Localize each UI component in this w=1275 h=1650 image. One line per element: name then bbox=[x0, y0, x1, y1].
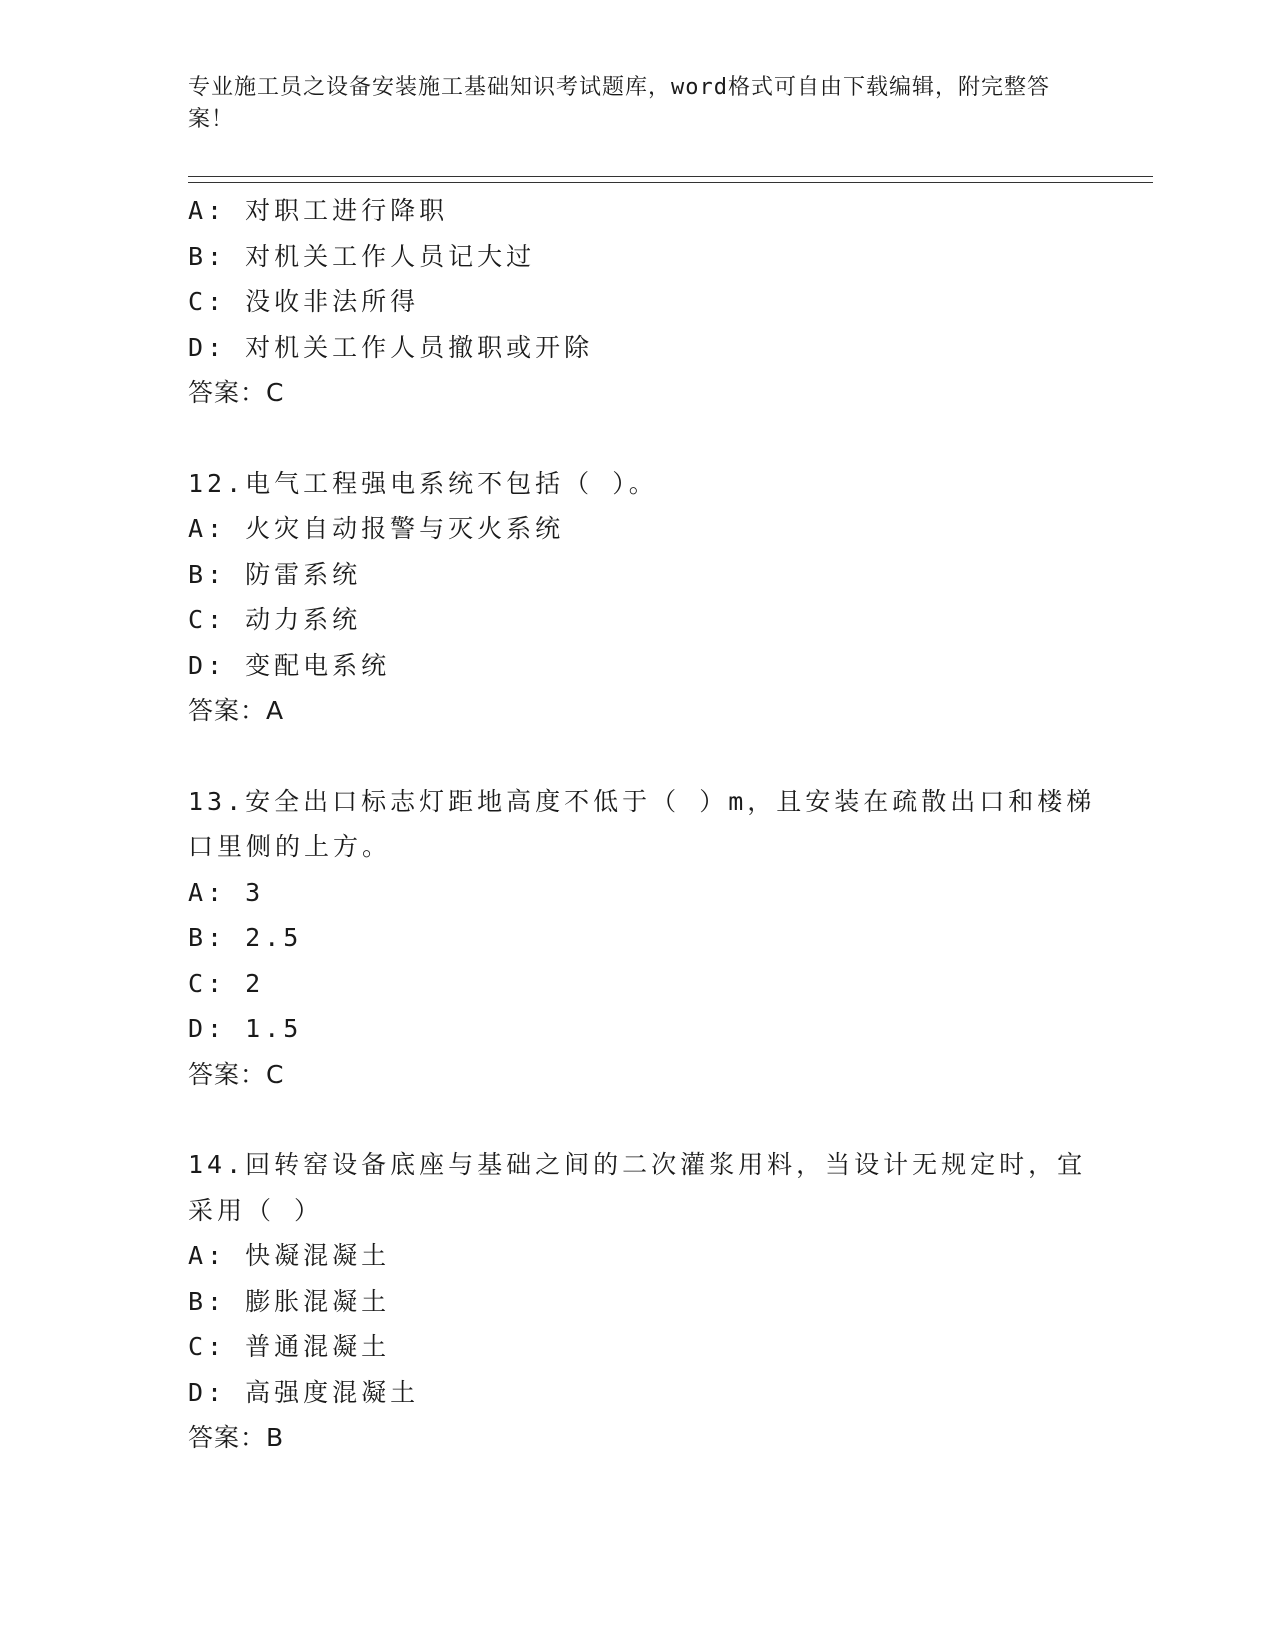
option-label: A: bbox=[188, 877, 227, 907]
option-label: A: bbox=[188, 1241, 227, 1270]
question-14 bbox=[188, 1142, 1088, 1461]
document-title: 专业施工员之设备安装施工基础知识考试题库，word格式可自由下载编辑，附完整答案！ bbox=[188, 75, 1050, 132]
option-text: 变配电系统 bbox=[245, 650, 391, 680]
question-stem: 12.电气工程强电系统不包括（ ）。 bbox=[188, 468, 658, 498]
option-label: A: bbox=[188, 196, 227, 225]
option-label: C: bbox=[188, 287, 227, 316]
option-text: 高强度混凝土 bbox=[245, 1377, 420, 1407]
option-text: 普通混凝土 bbox=[245, 1332, 391, 1361]
option-a bbox=[188, 506, 1088, 552]
question-list bbox=[188, 188, 1096, 1461]
option-d bbox=[188, 1370, 1088, 1416]
document-header bbox=[188, 72, 1068, 136]
question-12 bbox=[188, 461, 1088, 734]
answer-line: 答案：A bbox=[188, 696, 285, 725]
option-d bbox=[188, 1006, 1088, 1052]
option-label: C: bbox=[188, 968, 227, 998]
option-label: B: bbox=[188, 241, 227, 271]
option-a bbox=[188, 1233, 1088, 1279]
header-divider-bottom bbox=[188, 182, 1153, 183]
option-label: D: bbox=[188, 650, 227, 680]
question-11-continued bbox=[188, 188, 1088, 416]
option-text: 防雷系统 bbox=[245, 559, 362, 589]
option-d bbox=[188, 643, 1088, 689]
option-text: 没收非法所得 bbox=[245, 287, 420, 316]
option-label: B: bbox=[188, 923, 227, 952]
option-text: 1.5 bbox=[245, 1014, 303, 1043]
option-c bbox=[188, 279, 1088, 325]
answer-line: 答案：C bbox=[188, 378, 285, 407]
option-label: B: bbox=[188, 1286, 227, 1316]
option-text: 2 bbox=[245, 968, 265, 998]
option-a bbox=[188, 188, 1088, 234]
option-c bbox=[188, 961, 1088, 1007]
option-text: 火灾自动报警与灭火系统 bbox=[245, 514, 565, 543]
answer-line: 答案：B bbox=[188, 1423, 285, 1452]
option-label: A: bbox=[188, 514, 227, 543]
answer-line: 答案：C bbox=[188, 1059, 285, 1089]
option-b bbox=[188, 234, 1088, 280]
option-text: 对机关工作人员撤职或开除 bbox=[245, 332, 594, 362]
option-text: 3 bbox=[245, 877, 265, 907]
option-text: 对职工进行降职 bbox=[245, 196, 449, 225]
option-text: 动力系统 bbox=[245, 605, 362, 634]
option-label: C: bbox=[188, 605, 227, 634]
option-d bbox=[188, 325, 1088, 371]
option-b bbox=[188, 915, 1088, 961]
option-label: D: bbox=[188, 1377, 227, 1407]
option-c bbox=[188, 1324, 1088, 1370]
option-text: 对机关工作人员记大过 bbox=[245, 241, 536, 271]
option-label: C: bbox=[188, 1332, 227, 1361]
option-label: D: bbox=[188, 332, 227, 362]
question-stem-line-1: 13.安全出口标志灯距地高度不低于（ ）m，且安装在疏散出口和楼梯 bbox=[188, 786, 1096, 816]
question-13 bbox=[188, 779, 1096, 1098]
question-stem-line-1: 14.回转窑设备底座与基础之间的二次灌浆用料，当设计无规定时，宜 bbox=[188, 1150, 1087, 1179]
option-c bbox=[188, 597, 1088, 643]
header-divider-top bbox=[188, 176, 1153, 177]
question-spacer bbox=[188, 734, 1088, 779]
question-stem-line-2: 口里侧的上方。 bbox=[188, 832, 392, 861]
question-spacer bbox=[188, 1097, 1088, 1142]
option-b bbox=[188, 1279, 1088, 1325]
option-label: D: bbox=[188, 1014, 227, 1043]
option-label: B: bbox=[188, 559, 227, 589]
option-a bbox=[188, 870, 1088, 916]
option-text: 2.5 bbox=[245, 923, 303, 952]
option-b bbox=[188, 552, 1088, 598]
option-text: 快凝混凝土 bbox=[245, 1241, 391, 1270]
question-stem-line-2: 采用（ ） bbox=[188, 1195, 324, 1225]
option-text: 膨胀混凝土 bbox=[245, 1286, 391, 1316]
question-spacer bbox=[188, 416, 1088, 461]
